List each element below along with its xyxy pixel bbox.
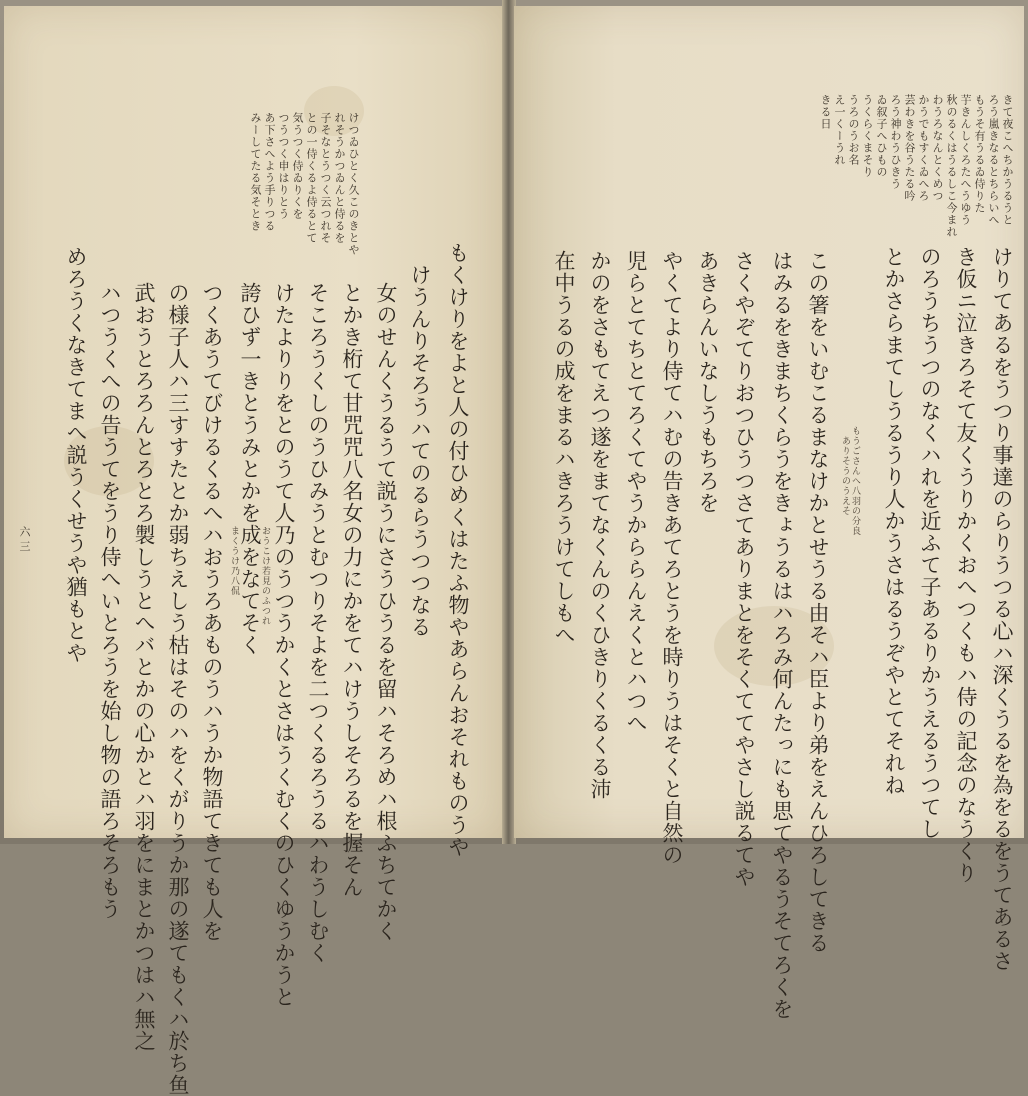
left-gloss: おうこけ若見のふつれ	[260, 526, 270, 626]
left-headnote-line: けつゐひとく久このきとや	[347, 112, 360, 256]
right-headnote-line: 芋きんしくろたへうゆう	[959, 94, 972, 226]
left-headnote-line: との一侍くるよ侍るとて	[305, 112, 318, 244]
left-text-column: とかき桁て甘咒咒八名女の力にかをてハけうしそろるを握そん	[340, 282, 364, 898]
left-text-column: つくあうてびけるくるへハおうろあものうハうか物語てきても人を	[200, 282, 224, 942]
left-headnote-line: つうつく申はりとう	[277, 112, 290, 220]
page-number: 六 三	[18, 526, 31, 552]
left-text-column: けうんりそろうハてのるらうつつなる	[408, 264, 432, 638]
right-headnote-line: ろう神わうひきう	[889, 94, 902, 190]
right-text-column: のろうちうつのなくハれを近ふて子あるりかうえるうつてし	[918, 246, 942, 840]
right-gloss: もうごさんへ八羽の分良	[850, 426, 860, 536]
left-headnote-line: あ下さへよう手りつる	[263, 112, 276, 232]
left-text-column: 誇ひず一きとうみとかを成をなてそく	[238, 282, 262, 656]
left-headnote-line: れそうかつゐんと侍るを	[333, 112, 346, 244]
left-text-column: めろうくなきてまへ説うくせうや猶もとや	[64, 246, 88, 664]
right-text-column: けりてあるをうつり事達のらりうつる心ハ深くうるを為をるをうてあるさ	[990, 246, 1014, 972]
right-headnote-line: うろのうお名	[847, 94, 860, 166]
right-text-column: やくてより侍てハむの告きあてろとうを時りうはそくと自然の	[660, 250, 684, 866]
right-headnote-line: わうろなんとくめつ	[931, 94, 944, 202]
left-text-column: の様子人ハ三すすたとか弱ちえしう枯はそのハをくがりうか那の遂てもくハ於ち鱼	[166, 282, 190, 1096]
right-headnote-line: きて夜こへちかうるうと	[1001, 94, 1014, 226]
left-text-column: けたよりりをとのうて人乃のうつうかくとさはうくむくのひくゆうかうと	[272, 282, 296, 1008]
left-text-column: ハつうくへの告うてをうり侍へいとろうを始し物の語ろそろもう	[98, 282, 122, 920]
left-headnote-line: みーしてたる気そとき	[249, 112, 262, 232]
left-text-column: 武おうとろろんとろとろ製しうとへバとかの心かとハ羽をにまとかつはハ無之	[132, 282, 156, 1052]
right-text-column: かのをさもてえつ遂をまてなくんのくひきりくるくる沛	[588, 250, 612, 800]
right-headnote-line: かうでもすくゐへろ	[917, 94, 930, 202]
left-gloss: まくうけ乃八侃	[229, 526, 239, 596]
right-text-column: あきらんいなしうもちろを	[696, 250, 720, 514]
left-headnote-line: 子そなとうつく云つれそ	[319, 112, 332, 244]
right-headnote-line: うくらくまそり	[861, 94, 874, 178]
right-headnote-line: ろう嵐きなるとちらいへ	[987, 94, 1000, 226]
left-page	[4, 6, 504, 1096]
right-text-column: 児らとてちとてろくてやうかららんえくとハつへ	[624, 250, 648, 734]
left-text-column: 女のせんくうるうて説うにさうひうるを留ハそろめハ根ふちてかく	[374, 282, 398, 942]
right-headnote-line: え一くーうれ	[833, 94, 846, 166]
right-headnote-line: ゐ叙子へひもの	[875, 94, 888, 178]
right-headnote-line: きる日	[819, 94, 832, 130]
right-headnote-line: もうそ有うるゐ侍りた	[973, 94, 986, 214]
right-text-column: はみるをきまちくらうをきょうるはハろみ何んたっにも思てやるうそてろくを	[770, 250, 794, 1020]
right-text-column: き仮ニ泣きろそて友くうりかくおへつくもハ侍の記念のなうくり	[954, 246, 978, 884]
left-text-column: そころうくしのうひみうとむつりそよを二つくるろうるハわうしむく	[306, 282, 330, 964]
right-text-column: この箸をいむこるまなけかとせうる由そハ臣より弟をえんひろしてきる	[806, 250, 830, 954]
right-gloss: ありそうのうえそ	[840, 436, 850, 516]
right-headnote-line: 芸わきを谷うたる吟	[903, 94, 916, 202]
right-headnote-line: 秋のるくはうるしこ今まれ	[945, 94, 958, 238]
right-text-column: さくやぞてりおつひうつさてありまとをそくててやさし説るてや	[732, 250, 756, 888]
left-headnote-line: 気うつく侍ゐりくを	[291, 112, 304, 220]
right-text-column: 在中うるの成をまるハきろうけてしもへ	[552, 250, 576, 646]
right-text-column: とかさらまてしうるうり人かうさはるうぞやとてそれね	[882, 246, 906, 796]
right-page	[514, 6, 1024, 1020]
left-text-column: もくけりをよと人の付ひめくはたふ物やあらんおそれものうや	[446, 242, 470, 858]
